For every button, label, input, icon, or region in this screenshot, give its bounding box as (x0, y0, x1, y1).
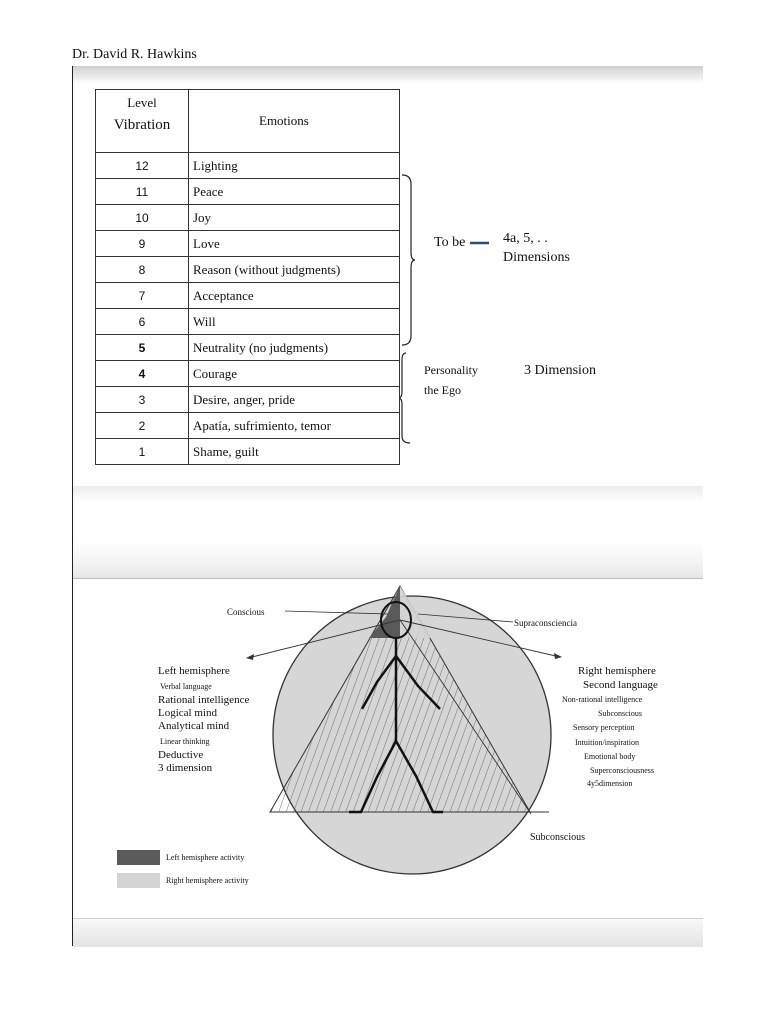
emotion-label: Acceptance (189, 283, 400, 309)
to-be-label (434, 235, 491, 251)
right-hemisphere-item: Intuition/inspiration (575, 738, 639, 747)
right-hemisphere-item: Second language (583, 679, 658, 691)
level-number: 6 (96, 309, 189, 335)
level-vibration-header (96, 90, 189, 153)
upper-brace (400, 174, 416, 346)
right-hemisphere-item: Sensory perception (573, 723, 635, 732)
ego-text: the Ego (424, 383, 461, 397)
right-arrow-head (554, 653, 562, 659)
level-number: 7 (96, 283, 189, 309)
dimensions-word: Dimensions (503, 250, 570, 265)
left-hemisphere-item: 3 dimension (158, 762, 213, 774)
legend-right-swatch (117, 873, 160, 888)
dimensions-numbers: 4a, 5, . . (503, 231, 548, 246)
level-number: 8 (96, 257, 189, 283)
vibration-header: Vibration (113, 117, 171, 133)
lower-brace (400, 352, 416, 444)
vibration-levels-table (95, 89, 400, 465)
legend-left-swatch (117, 850, 160, 865)
page-bottom-shadow (73, 918, 703, 947)
emotion-label: Desire, anger, pride (189, 387, 400, 413)
table-header-row (96, 90, 400, 153)
level-number: 5 (96, 335, 189, 361)
table-row (96, 335, 400, 361)
table-row (96, 309, 400, 335)
left-hemisphere-item: Rational intelligence (158, 694, 250, 706)
panel-top-shadow (73, 66, 703, 84)
left-hemisphere-item: Verbal language (160, 682, 212, 691)
level-number: 2 (96, 413, 189, 439)
left-hemisphere-item: Deductive (158, 749, 204, 761)
emotion-label: Apatía, sufrimiento, temor (189, 413, 400, 439)
emotion-label: Courage (189, 361, 400, 387)
three-dimension-label: 3 Dimension (524, 363, 596, 378)
to-be-text: To be (434, 235, 466, 250)
level-number: 10 (96, 205, 189, 231)
page-gap-shadow (73, 486, 703, 578)
left-hemisphere-item: Linear thinking (160, 737, 210, 746)
right-hemisphere-item: Non-rational intelligence (562, 695, 643, 704)
personality-ego-label (424, 360, 478, 400)
level-number: 3 (96, 387, 189, 413)
right-hemisphere-item: Subconscious (598, 709, 642, 718)
table-row (96, 361, 400, 387)
table-row (96, 153, 400, 179)
right-hemisphere-title: Right hemisphere (578, 665, 656, 677)
hemisphere-diagram (73, 578, 703, 918)
conscious-label: Conscious (227, 607, 265, 617)
emotion-label: Joy (189, 205, 400, 231)
emotion-label: Shame, guilt (189, 439, 400, 465)
level-header: Level (127, 95, 157, 110)
table-row (96, 439, 400, 465)
table-row (96, 179, 400, 205)
arrow-right-icon (469, 239, 491, 247)
legend-left-label: Left hemisphere activity (166, 853, 245, 862)
table-row (96, 205, 400, 231)
left-hemisphere-title: Left hemisphere (158, 665, 230, 677)
emotion-label: Reason (without judgments) (189, 257, 400, 283)
author-name: Dr. David R. Hawkins (72, 47, 197, 62)
supraconsciencia-label: Supraconsciencia (514, 618, 577, 628)
table-row (96, 283, 400, 309)
emotions-header: Emotions (189, 90, 400, 153)
level-number: 9 (96, 231, 189, 257)
right-hemisphere-item: 4y5dimension (587, 779, 633, 788)
right-hemisphere-item: Superconsciousness (590, 766, 654, 775)
subconscious-label: Subconscious (530, 832, 585, 843)
emotion-label: Neutrality (no judgments) (189, 335, 400, 361)
left-arrow-head (246, 654, 254, 660)
left-hemisphere-item: Analytical mind (158, 720, 230, 732)
emotion-label: Love (189, 231, 400, 257)
level-number: 4 (96, 361, 189, 387)
table-row (96, 231, 400, 257)
emotion-label: Will (189, 309, 400, 335)
level-number: 12 (96, 153, 189, 179)
table-row (96, 257, 400, 283)
level-number: 11 (96, 179, 189, 205)
emotion-label: Lighting (189, 153, 400, 179)
personality-text: Personality (424, 363, 478, 377)
emotion-label: Peace (189, 179, 400, 205)
right-hemisphere-item: Emotional body (584, 752, 636, 761)
table-row (96, 413, 400, 439)
table-row (96, 387, 400, 413)
higher-dimensions-label (503, 229, 570, 267)
legend-right-label: Right hemisphere activity (166, 876, 249, 885)
level-number: 1 (96, 439, 189, 465)
left-hemisphere-item: Logical mind (158, 707, 217, 719)
